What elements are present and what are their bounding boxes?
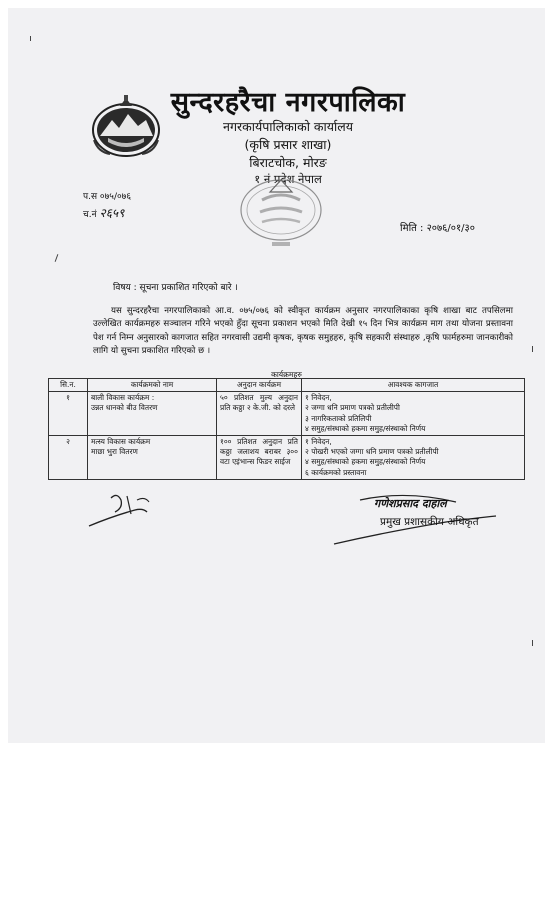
document-item: १ निवेदन, [305, 437, 332, 447]
table-row [49, 436, 525, 480]
address-line: बिराटचोक, मोरङ [249, 155, 327, 170]
col-grant: अनुदान कार्यक्रम [217, 379, 302, 392]
row-grant: १०० प्रतिशत अनुदान प्रति कठ्ठा जलाशय बराबर ३०० वटा एइंभान्स फिङर साईज [217, 436, 302, 480]
program-title: मत्स्य विकास कार्यक्रम [91, 437, 151, 447]
scan-mark [30, 36, 31, 41]
notice-body: यस सुन्दरहरैचा नगरपालिकाको आ.व. ०७५/०७६ को स्वीकृत कार्यक्रम अनुसार नगरपालिकाका कृषि शाखा बाट तपसिलमा उल्लेखित कार्यक्रमहरु सञ्चालन गरिने भएको हुँदा सूचना प्रकाशन भएको मिति देखी १५ दिन भित्र कार्यक्रम माग तथा योजना प्रस्तावना पेश गर्न निम्न अनुसारको कागजात सहित नगरवासी उद्यमी कृषक, कृषक समुहहरु, कृषि सहकारी संस्थाहरु ,कृषि फार्महरुमा जानकारीको लागि यो सुचना प्रकाशित गरिएको छ । [93, 306, 513, 356]
office-name: नगरकार्यपालिकाको कार्यालय [223, 119, 353, 134]
municipality-title: सुन्दरहरैचा नगरपालिका [170, 87, 406, 118]
program-subtitle: माछा भुरा वितरण [91, 447, 138, 457]
document-page [8, 8, 545, 743]
program-subtitle: उन्नत धानको बीउ वितरण [91, 403, 158, 413]
row-program-name [88, 392, 217, 436]
subject-line: विषय : सूचना प्रकाशित गरिएको बारे । [113, 283, 238, 293]
row-program-name [88, 436, 217, 480]
document-item: ४ समुह/संस्थाको हकमा समुह/संस्थाको निर्णय [305, 423, 426, 433]
document-item: ६ कार्यक्रमको प्रस्तावना [305, 467, 367, 477]
program-title: बाली विकास कार्यक्रम : [91, 393, 155, 403]
initials-signature-icon [83, 488, 168, 538]
document-item: ४ समुह/संस्थाको हकमा समुह/संस्थाको निर्णय [305, 457, 426, 467]
table-caption: कार्यक्रमहरु [271, 370, 302, 379]
row-grant: ५० प्रतिशत मुल्य अनुदान प्रति कठ्ठा २ के.जी. को दरले [217, 392, 302, 436]
col-serial: सि.न. [49, 379, 88, 392]
dispatch-label: च.नं [83, 210, 97, 220]
scan-mark [55, 254, 59, 262]
dispatch-ref [83, 204, 124, 221]
province-line: १ नं प्रदेश नेपाल [254, 172, 322, 186]
nepal-emblem-icon [86, 92, 166, 162]
fiscal-year-ref: प.स ०७५/०७६ [83, 192, 132, 202]
signatory-title: प्रमुख प्रशासकीय अधिकृत [380, 516, 479, 528]
scan-mark [532, 346, 533, 352]
row-documents [302, 436, 525, 480]
issue-date: मिति : २०७६/०१/३० [400, 223, 475, 234]
table-row [49, 392, 525, 436]
table-header-row [49, 379, 525, 392]
col-program-name: कार्यक्रमको नाम [88, 379, 217, 392]
document-item: ३ नागरिकताको प्रतिलिपी [305, 413, 372, 423]
document-item: २ पोखरी भएको जग्गा धनि प्रमाण पत्रको प्रतीलीपी [305, 447, 439, 457]
programs-table [48, 378, 525, 480]
signatory-name: गणेशप्रसाद दाहाल [374, 497, 447, 510]
branch-name: (कृषि प्रसार शाखा) [244, 137, 332, 152]
row-documents [302, 392, 525, 436]
row-serial: २ [49, 436, 88, 480]
dispatch-number: २६५९ [99, 206, 125, 220]
col-documents: आवश्यक कागजात [302, 379, 525, 392]
document-item: १ निवेदन, [305, 393, 332, 403]
office-stamp-icon [236, 172, 326, 254]
document-item: २ जग्गा धनि प्रमाण पत्रको प्रतीलीपी [305, 403, 400, 413]
scan-mark [532, 640, 533, 646]
row-serial: १ [49, 392, 88, 436]
